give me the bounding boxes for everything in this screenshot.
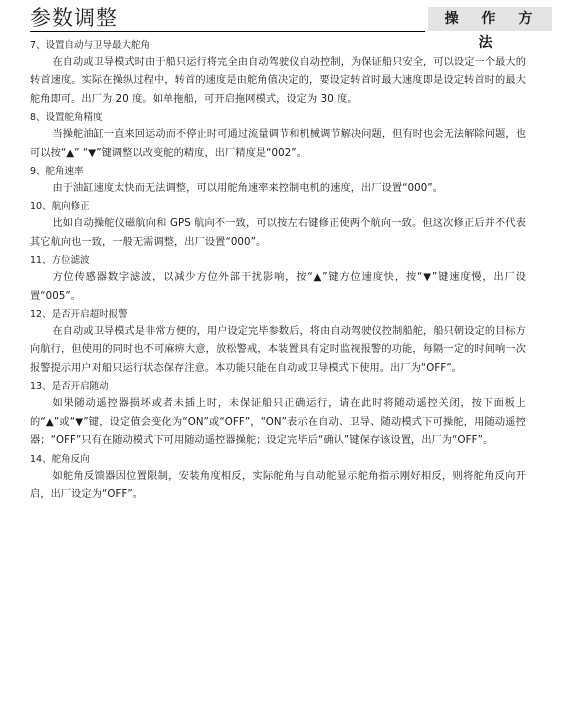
section-follow-up: [30, 379, 526, 450]
section-body: 在自动或卫导模式时由于船只运行将完全由自动驾驶仪自动控制，为保证船只安全，可以设定一个最大的转首速度。实际在操纵过程中，转首的速度是由舵角值决定的，要设定转首时最大速度即是设定转首时的最大舵角即可。出厂为 20 度。如单拖船，可开启拖网模式，设定为 30 度。: [30, 57, 526, 105]
section-body: 比如自动操舵仪磁航向和 GPS 航向不一致，可以按左右键修正使两个航向一致。但这次修正后并不代表其它航向也一致，一般无需调整，出厂设置“000”。: [30, 218, 526, 248]
section-body: 如舵角反馈器因位置限制，安装角度相反，实际舵角与自动舵显示舵角指示刚好相反，则将舵角反向开启，出厂设定为“OFF”。: [30, 470, 526, 500]
section-rudder-precision: [30, 110, 526, 163]
section-rudder-reverse: [30, 452, 526, 505]
section-title: 14、舵角反向: [30, 453, 90, 465]
section-rudder-rate: [30, 164, 526, 198]
section-body: 方位传感器数字滤波，以减少方位外部干扰影响，按“▲”键方位速度快，按“▼”键速度慢，出厂设置“005”。: [30, 272, 526, 302]
section-timeout-alarm: [30, 307, 526, 378]
section-title: 7、设置自动与卫导最大舵角: [30, 40, 151, 51]
section-title: 9、舵角速率: [30, 166, 84, 178]
section-heading-correction: [30, 199, 526, 252]
section-title: 13、是否开启随动: [30, 381, 109, 393]
content: [30, 38, 526, 505]
page-title: 参数调整: [30, 6, 118, 30]
section-title: 12、是否开启超时报警: [30, 309, 128, 321]
section-title: 10、航向修正: [30, 201, 90, 213]
section-body: 由于油缸速度太快而无法调整，可以用舵角速率来控制电机的速度，出厂设置“000”。: [52, 183, 443, 195]
section-title: 11、方位滤波: [30, 255, 90, 267]
section-title: 8、设置舵角精度: [30, 112, 103, 124]
section-label: 操 作 方 法: [428, 7, 552, 31]
section-body: 当操舵油缸一直来回运动而不停止时可通过流量调节和机械调节解决问题，但有时也会无法解除问题，也可以按“▲” “▼”键调整以改变舵的精度，出厂精度是“002”。: [30, 129, 526, 159]
section-body: 在自动或卫导模式是非常方便的，用户设定完毕参数后，将由自动驾驶仪控制船舵，船只朝设定的目标方向航行，但使用的同时也不可麻痹大意，放松警戒，本装置具有定时监视报警的功能，每隔一定的时间响一次报警提示用户对船只运行状态保存注意。本功能只能在自动或卫导模式下使用。出厂为“OFF”。: [30, 326, 526, 374]
section-max-rudder-angle: [30, 38, 526, 109]
section-body: 如果随动遥控器损坏或者未插上时，未保证船只正确运行，请在此时将随动遥控关闭，按下面板上的“▲”或“▼”键，设定值会变化为“ON”或“OFF”，“ON”表示在自动、卫导、随动模式下可操舵，用随动遥控器；“OFF”只有在随动模式下可用随动遥控器操舵；设定完毕后“确认”键保存该设置，出厂为“OFF”。: [30, 398, 526, 447]
section-heading-filter: [30, 253, 526, 306]
header-rule: [30, 31, 425, 32]
